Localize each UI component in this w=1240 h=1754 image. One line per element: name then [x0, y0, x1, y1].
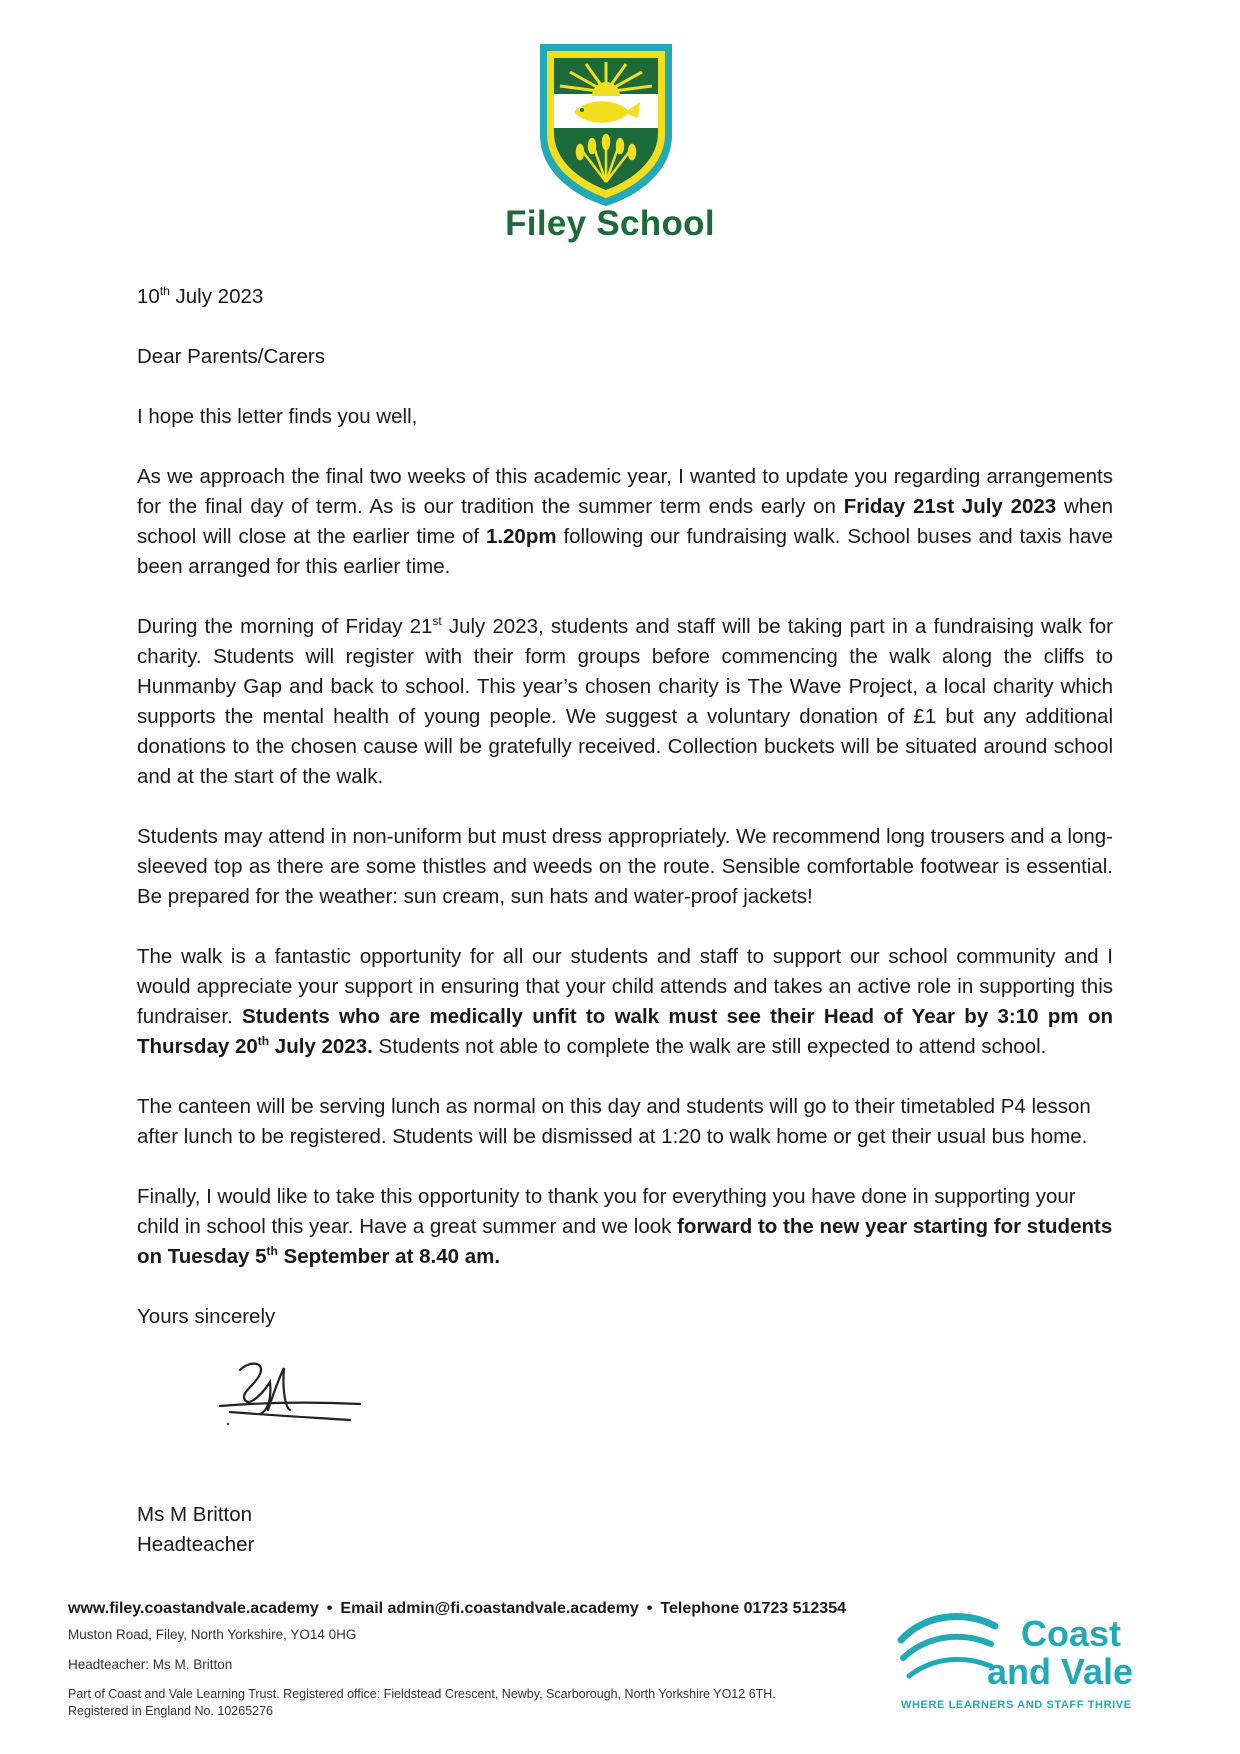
email-link[interactable]: Email admin@fi.coastandvale.academy [340, 1600, 639, 1617]
school-name: Filey School [505, 204, 715, 243]
logo-word-and-vale: and Vale [987, 1651, 1134, 1692]
signature-image [210, 1352, 390, 1432]
logo-tagline: WHERE LEARNERS AND STAFF THRIVE [901, 1699, 1132, 1710]
logo-word-coast: Coast [1021, 1613, 1122, 1654]
opening-line: I hope this letter finds you well, [137, 405, 418, 428]
salutation: Dear Parents/Carers [137, 345, 325, 368]
paragraph-final-day: As we approach the final two weeks of this academic year, I wanted to update you regarding arrangements for the final day of term. As is our tradition the summer term ends early on Friday 21st July 2023 when school will close at the earlier time of 1.20pm following our fundraising walk. School buses and taxis have been arranged for this earlier time. [137, 465, 1114, 578]
paragraph-participation: The walk is a fantastic opportunity for all our students and staff to support our school community and I would appreciate your support in ensuring that your child attends and takes an active role in supporting this fundraiser. Students who are medically unfit to walk must see their Head of Year by 3:10 pm on Thursday 20th July 2023. Students not able to complete the walk are still expected to attend school. [137, 945, 1113, 1058]
signer-title: Headteacher [137, 1533, 255, 1556]
coast-and-vale-logo [895, 1600, 1135, 1710]
letter-date: 10th July 2023 [137, 284, 264, 308]
telephone: Telephone 01723 512354 [660, 1600, 846, 1617]
footer-address: Muston Road, Filey, North Yorkshire, YO14 0HG [68, 1627, 357, 1642]
footer-contact-line: www.filey.coastandvale.academy • Email admin@fi.coastandvale.academy • Telephone 01723 512354 [68, 1600, 846, 1617]
footer-trust-info: Part of Coast and Vale Learning Trust. Registered office: Fieldstead Crescent, Newby, Scarborough, North Yorkshire YO12 6TH. Registered in England No. 10265276 [68, 1687, 776, 1718]
footer-headteacher: Headteacher: Ms M. Britton [68, 1657, 233, 1672]
website-link[interactable]: www.filey.coastandvale.academy [68, 1600, 319, 1617]
letter-body [137, 282, 1113, 1362]
paragraph-dress-code: Students may attend in non-uniform but must dress appropriately. We recommend long trousers and a long-sleeved top as there are some thistles and weeds on the route. Sensible comfortable footwear is essential. Be prepared for the weather: sun cream, sun hats and water-proof jackets! [137, 825, 1113, 908]
closing-phrase: Yours sincerely [137, 1305, 276, 1328]
school-crest-logo [536, 40, 676, 210]
paragraph-closing: Finally, I would like to take this opportunity to thank you for everything you have done in supporting your child in school this year. Have a great summer and we look forward to the new year starting for students on Tuesday 5th September at 8.40 am. [137, 1185, 1113, 1268]
signoff [137, 1500, 254, 1560]
signer-name: Ms M Britton [137, 1503, 253, 1526]
paragraph-lunch: The canteen will be serving lunch as normal on this day and students will go to their timetabled P4 lesson after lunch to be registered. Students will be dismissed at 1:20 to walk home or get their usual bus home. [137, 1095, 1091, 1148]
paragraph-fundraising-walk: During the morning of Friday 21st July 2023, students and staff will be taking part in a fundraising walk for charity. Students will register with their form groups before commencing the walk along the cliffs to Hunmanby Gap and back to school. This year’s chosen charity is The Wave Project, a local charity which supports the mental health of young people. We suggest a voluntary donation of £1 but any additional donations to the chosen cause will be gratefully received. Collection buckets will be situated around school and at the start of the walk. [137, 614, 1114, 788]
